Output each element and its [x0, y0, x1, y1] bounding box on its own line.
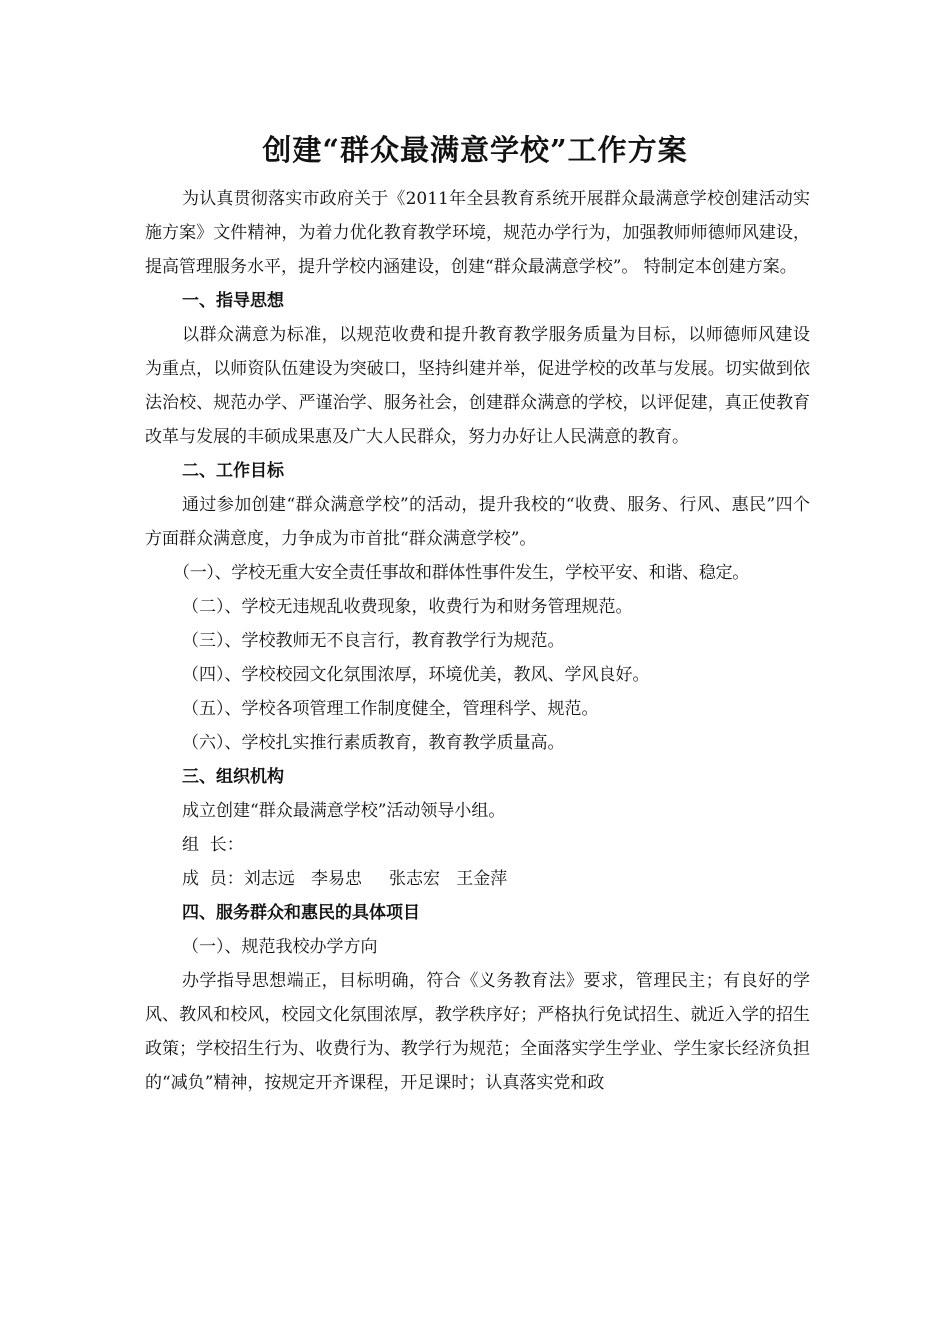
organization-text: 成立创建“群众最满意学校”活动领导小组。: [182, 801, 506, 821]
group-leader-line: 组 长：: [182, 835, 244, 855]
document-title: 创建“群众最满意学校”工作方案: [262, 133, 688, 167]
section-heading-guiding-ideology: 一、指导思想: [182, 291, 284, 311]
service-subheading: （一）、规范我校办学方向: [182, 937, 378, 957]
goal-item: （四）、学校校园文化氛围浓厚，环境优美，教风、学风良好。: [182, 665, 650, 685]
section-heading-work-goals: 二、工作目标: [182, 461, 284, 481]
goal-item: （二）、学校无违规乱收费现象，收费行为和财务管理规范。: [182, 597, 633, 617]
goal-item: （六）、学校扎实推行素质教育，教育教学质量高。: [182, 733, 565, 753]
goal-item: （五）、学校各项管理工作制度健全，管理科学、规范。: [182, 699, 599, 719]
goal-item: （三）、学校教师无不良言行，教育教学行为规范。: [182, 631, 565, 651]
section-heading-organization: 三、组织机构: [182, 767, 284, 787]
document-body: [145, 182, 810, 1100]
group-members-line: 成 员：刘志远 李易忠 张志宏 王金萍: [182, 869, 508, 889]
work-goals-paragraph: 通过参加创建“群众满意学校”的活动，提升我校的“收费、服务、行风、惠民”四个方面群众满意度，力争成为市首批“群众满意学校”。: [145, 495, 810, 549]
goal-item: （一）、学校无重大安全责任事故和群体性事件发生，学校平安、和谐、稳定。: [173, 563, 749, 583]
guiding-ideology-paragraph: 以群众满意为标准，以规范收费和提升教育教学服务质量为目标，以师德师风建设为重点，以师资队伍建设为突破口，坚持纠建并举，促进学校的改革与发展。切实做到依法治校、规范办学、严谨治学、服务社会，创建群众满意的学校，以评促建，真正使教育改革与发展的丰硕成果惠及广大人民群众，努力办好让人民满意的教育。: [145, 325, 810, 447]
service-paragraph: 办学指导思想端正，目标明确，符合《义务教育法》要求，管理民主；有良好的学风、教风和校风，校园文化氛围浓厚，教学秩序好；严格执行免试招生、就近入学的招生政策；学校招生行为、收费行为、教学行为规范；全面落实学生学业、学生家长经济负担的“减负”精神，按规定开齐课程，开足课时；认真落实党和政: [145, 971, 810, 1093]
intro-paragraph: 为认真贯彻落实市政府关于《2011年全县教育系统开展群众最满意学校创建活动实施方案》文件精神，为着力优化教育教学环境，规范办学行为，加强教师师德师风建设，提高管理服务水平，提升学校内涵建设，创建“群众最满意学校”。 特制定本创建方案。: [145, 189, 810, 277]
section-heading-service-projects: 四、服务群众和惠民的具体项目: [182, 903, 420, 923]
